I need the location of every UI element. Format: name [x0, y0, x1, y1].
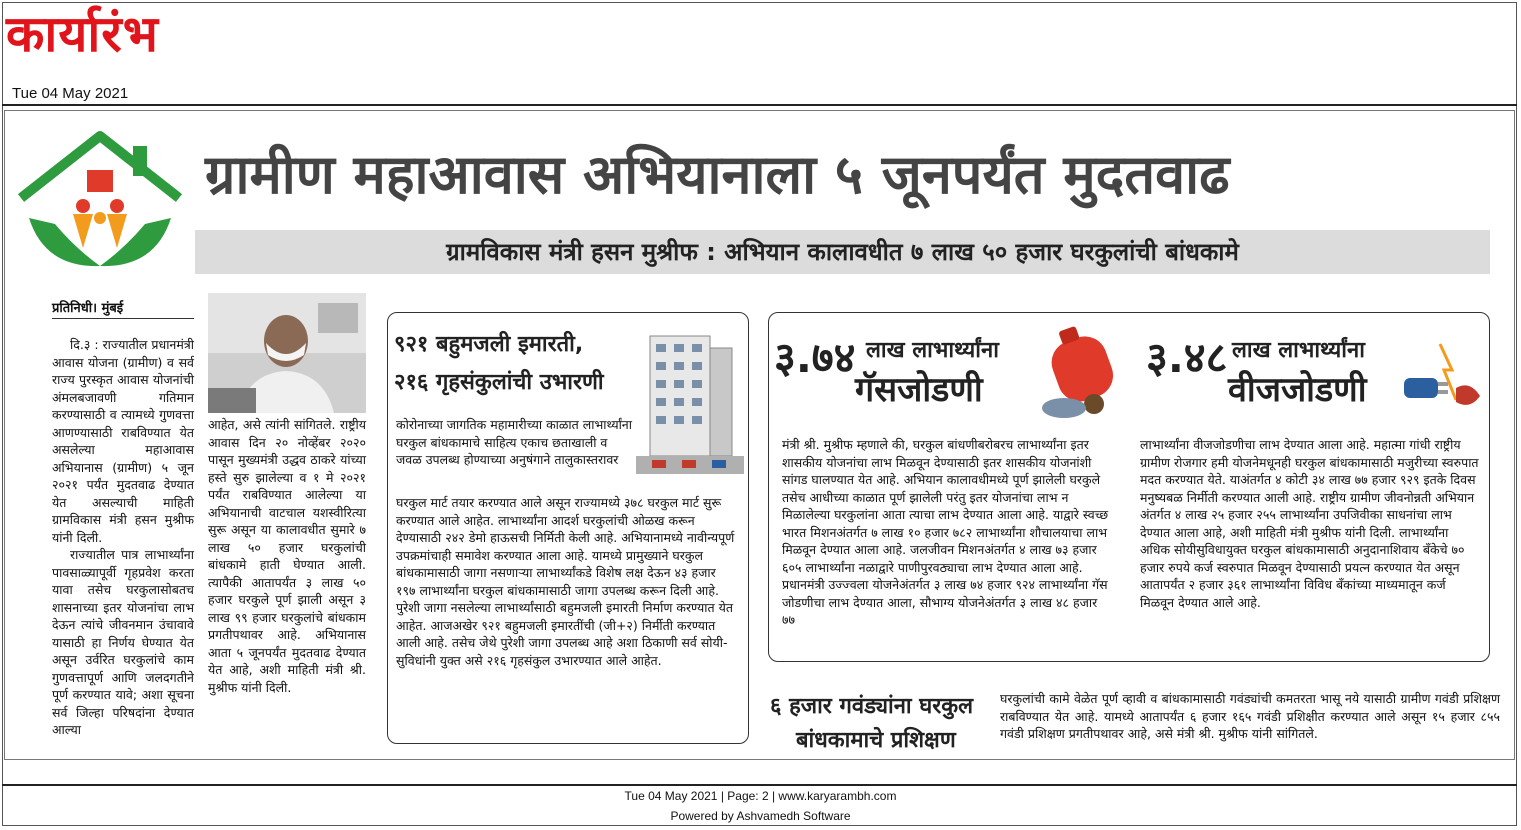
box1-title-1: ९२१ बहुमजली इमारती, — [394, 332, 584, 357]
electricity-label-2: वीजजोडणी — [1228, 370, 1367, 410]
minister-photo — [208, 293, 366, 413]
byline-rule — [52, 318, 194, 319]
masthead-date: Tue 04 May 2021 — [12, 85, 129, 102]
column-1 — [52, 336, 194, 739]
electricity-label-1: लाख लाभार्थ्यांना — [1232, 338, 1365, 363]
gas-label-2: गॅसजोडणी — [855, 370, 983, 410]
byline: प्रतिनिधी। मुंबई — [52, 301, 124, 316]
masthead-divider — [2, 104, 1517, 106]
mason-title-2: बांधकामाचे प्रशिक्षण — [796, 728, 956, 753]
box1-title-2: २१६ गृहसंकुलांची उभारणी — [394, 370, 604, 395]
footer-divider — [2, 784, 1517, 786]
footer-credit: Powered by Ashvamedh Software — [670, 809, 851, 823]
gas-number: ३.७४ — [774, 333, 856, 382]
box2-column-b: लाभार्थ्यांना वीजजोडणीचा लाभ देण्यात आला आहे. महात्मा गांधी राष्ट्रीय ग्रामीण रोजगार हमी योजनेमधूनही घरकुल बांधकामासाठी मजुरीच्या स्वरुपात मदत करण्यात येते. याअंतर्गत ४ कोटी ३४ लाख ७७ हजार ९२९ इतके दिवस मनुष्यबळ निर्मीती करण्यात आली आहे. राष्ट्रीय ग्रामीण जीवनोन्नती अभियान अंतर्गत ४ लाख २५ हजार २५५ लाभार्थ्यांना उपजिवीका साधनांचा लाभ देण्यात आला आहे, अशी माहिती मंत्री मुश्रीफ यांनी दिली. लाभार्थ्यांना अधिक सोयीसुविधायुक्त घरकुल बांधकामासाठी अनुदानाशिवाय बँकेचे ७० हजार रुपये कर्ज स्वरुपात मिळवून देण्यासाठी प्रयत्न करण्यात येत असून आतापर्यंत २ हजार ३६१ लाभार्थ्यांना विविध बँकांच्या माध्यमातून कर्ज मिळवून देण्यात आले आहे. — [1140, 437, 1479, 610]
mason-title-1: ६ हजार गवंड्यांना घरकुल — [770, 694, 974, 719]
paragraph: राज्यातील पात्र लाभार्थ्यांना पावसाळ्यापूर्वी गृहप्रवेश करता यावा तसेच घरकुलासोबतच शासनाच्या इतर योजनांचा लाभ देऊन त्यांचे जीवनमान उंचावावे यासाठी हा निर्णय घेण्यात येत असून उर्वरित घरकुलांचे काम गुणवत्तापूर्ण आणि जलदगतीने पूर्ण करण्यात यावे; अशा सूचना सर्व जिल्हा परिषदांना देण्यात आल्या — [52, 547, 194, 737]
gas-label-1: लाख लाभार्थ्यांना — [866, 338, 999, 363]
electricity-number: ३.४८ — [1146, 333, 1228, 382]
box1-body: घरकुल मार्ट तयार करण्यात आले असून राज्यामध्ये ३७८ घरकुल मार्ट सुरू करण्यात आले आहेत. लाभार्थ्यांना आदर्श घरकुलांची ओळख करून देण्यासाठी २४२ डेमो हाऊसची निर्मिती केली आहे. अभियानामध्ये नावीन्यपूर्ण उपक्रमांचाही समावेश करण्यात आला आहे. यामध्ये प्रामुख्याने घरकुल बांधकामासाठी जागा नसणाऱ्या लाभार्थ्यांकडे विशेष लक्ष देऊन ४३ हजार १९७ लाभार्थ्यांना घरकुल बांधकामासाठी जागा उपलब्ध करून दिली आहे. पुरेशी जागा नसलेल्या लाभार्थ्यांसाठी बहुमजली इमारती निर्माण करण्यात येत आहेत. आजअखेर ९२१ बहुमजली इमारतींची (जी+२) निर्मीती करण्यात आली आहे. तसेच जेथे पुरेशी जागा उपलब्ध आहे अशा ठिकाणी सर्व सोयी-सुविधांनी युक्त असे २१६ गृहसंकुल उभारण्यात आले आहेत. — [396, 495, 735, 668]
house-logo-icon — [15, 128, 185, 273]
footer-info[interactable]: Tue 04 May 2021 | Page: 2 | www.karyarambh.com — [624, 789, 897, 803]
masthead-logo[interactable]: कार्यारंभ — [6, 5, 159, 63]
gas-cylinder-icon — [1024, 318, 1134, 422]
headline: ग्रामीण महाआवास अभियानाला ५ जूनपर्यंत मुदतवाढ — [205, 143, 1230, 206]
subheadline: ग्रामविकास मंत्री हसन मुश्रीफ : अभियान कालावधीत ७ लाख ५० हजार घरकुलांची बांधकामे — [446, 238, 1239, 266]
column-2: आहेत, असे त्यांनी सांगितले. राष्ट्रीय आवास दिन २० नोव्हेंबर २०२० पासून मुख्यमंत्री उद्धव ठाकरे यांच्या हस्ते सुरु झालेल्या व १ मे २०२१ पर्यंत राबविण्यात आलेल्या या अभियानाची वाटचाल यशस्वीरित्या सुरू असून या कालावधीत सुमारे ७ लाख ५० हजार घरकुलांची बांधकामे हाती घेण्यात आली. त्यापैकी आतापर्यंत ३ लाख ५० हजार घरकुले पूर्ण झाली असून ३ लाख ९९ हजार घरकुलांचे बांधकाम प्रगतीपथावर आहे. अभियानास आता ५ जूनपर्यंत मुदतवाढ देण्यात येत आहे, अशी माहिती मंत्री श्री. मुश्रीफ यांनी दिली. — [208, 417, 366, 695]
box1-intro: कोरोनाच्या जागतिक महामारीच्या काळात लाभार्थ्यांना घरकुल बांधकामाचे साहित्य एकाच छताखाली व जवळ उपलब्ध होण्याच्या अनुषंगाने तालुकास्तरावर — [396, 417, 632, 467]
electric-plug-icon — [1400, 340, 1484, 416]
box2-column-a: मंत्री श्री. मुश्रीफ म्हणाले की, घरकुल बांधणीबरोबरच लाभार्थ्यांना इतर शासकीय योजनांचा लाभ मिळवून देण्यासाठी इतर शासकीय योजनांशी सांगड घालण्यात येत आहे. अभियान कालावधीमध्ये पूर्ण झालेली घरकुले तसेच आधीच्या काळात पूर्ण झालेली परंतु इतर योजनांचा लाभ न मिळालेल्या घरकुलांना आता त्याचा लाभ देण्यात आला आहे. याद्वारे स्वच्छ भारत मिशनअंतर्गत ७ लाख १० हजार ७८२ लाभार्थ्यांना शौचालयाचा लाभ मिळवून देण्यात आला आहे. जलजीवन मिशनअंतर्गत ४ लाख ७३ हजार ६०५ लाभार्थ्यांना नळाद्वारे पाणीपुरवठ्याचा लाभ देण्यात आला आहे. प्रधानमंत्री उज्ज्वला योजनेअंतर्गत ३ लाख ७४ हजार ९२४ लाभार्थ्यांना गॅस जोडणीचा लाभ देण्यात आला, सौभाग्य योजनेअंतर्गत ३ लाख ४८ हजार ७७ — [782, 437, 1109, 627]
paragraph: दि.३ : राज्यातील प्रधानमंत्री आवास योजना (ग्रामीण) व सर्व राज्य पुरस्कृत आवास योजनांची अंमलबजावणी गतिमान करण्यासाठी व त्यामध्ये गुणवत्ता आणण्यासाठी राबविण्यात येत असलेल्या महाआवास अभियानास (ग्रामीण) ५ जून २०२१ पर्यंत मुदतवाढ देण्यात येत असल्याची माहिती ग्रामविकास मंत्री हसन मुश्रीफ यांनी दिली. — [52, 337, 194, 545]
mason-body: घरकुलांची कामे वेळेत पूर्ण व्हावी व बांधकामासाठी गवंड्यांची कमतरता भासू नये यासाठी ग्रामीण गवंडी प्रशिक्षण राबविण्यात येत आहे. यामध्ये आतापर्यंत ६ हजार १६५ गवंडी प्रशिक्षीत करण्यात आले असून १५ हजार ८५५ गवंडी प्रशिक्षण प्रगतीपथावर आहे, असे मंत्री श्री. मुश्रीफ यांनी सांगितले. — [1000, 691, 1500, 741]
building-icon — [632, 326, 746, 478]
